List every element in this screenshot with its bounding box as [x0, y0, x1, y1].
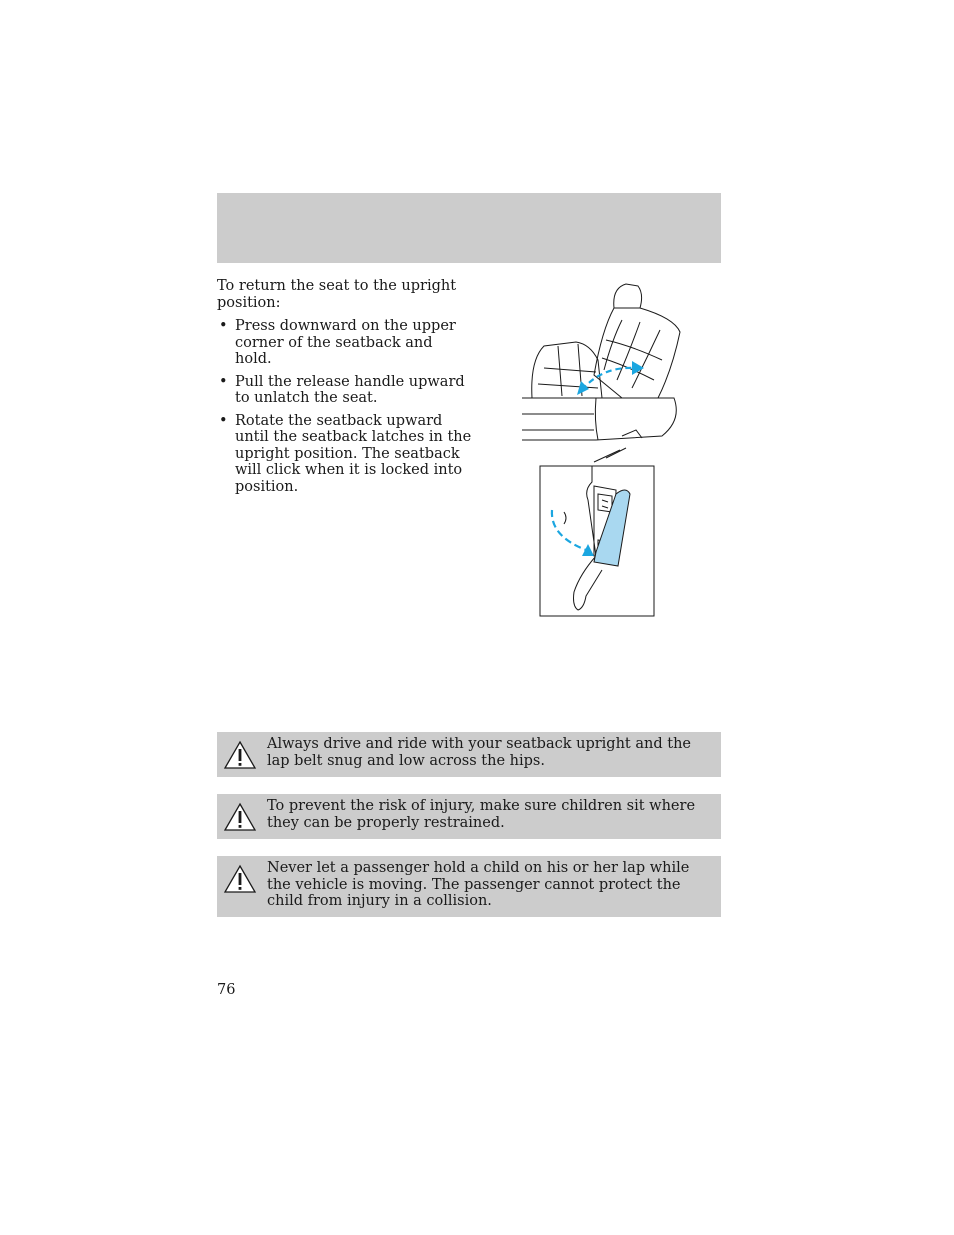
instructions-list	[217, 318, 472, 495]
page-number: 76	[217, 982, 236, 998]
warning-box	[217, 732, 721, 777]
warning-triangle-icon	[223, 864, 257, 894]
instructions	[217, 278, 472, 501]
warning-triangle-icon	[223, 802, 257, 832]
warning-triangle-icon	[223, 740, 257, 770]
warning-text: Always drive and ride with your seatback upright and the lap belt snug and low across the hips.	[267, 736, 691, 769]
instruction-item: • Rotate the seatback upward until the seatback latches in the upright position. The seatback will click when it is locked into position.	[219, 412, 472, 495]
instructions-intro: To return the seat to the upright position:	[217, 278, 457, 311]
section-header-bar	[217, 193, 721, 263]
instruction-text: Rotate the seatback upward until the seatback latches in the upright position. The seatback will click when it is locked into position.	[235, 412, 472, 495]
warning-text: Never let a passenger hold a child on his or her lap while the vehicle is moving. The passenger cannot protect the child from injury in a collision.	[267, 860, 690, 909]
instruction-text: Press downward on the upper corner of the seatback and hold.	[235, 318, 456, 367]
instruction-text: Pull the release handle upward to unlatch the seat.	[235, 373, 465, 406]
warning-text: To prevent the risk of injury, make sure children sit where they can be properly restrained.	[267, 798, 696, 831]
seat-illustration	[522, 280, 687, 620]
warning-box	[217, 856, 721, 917]
warning-box	[217, 794, 721, 839]
instruction-item: • Press downward on the upper corner of the seatback and hold.	[219, 318, 456, 367]
instruction-item: • Pull the release handle upward to unlatch the seat.	[219, 373, 465, 406]
